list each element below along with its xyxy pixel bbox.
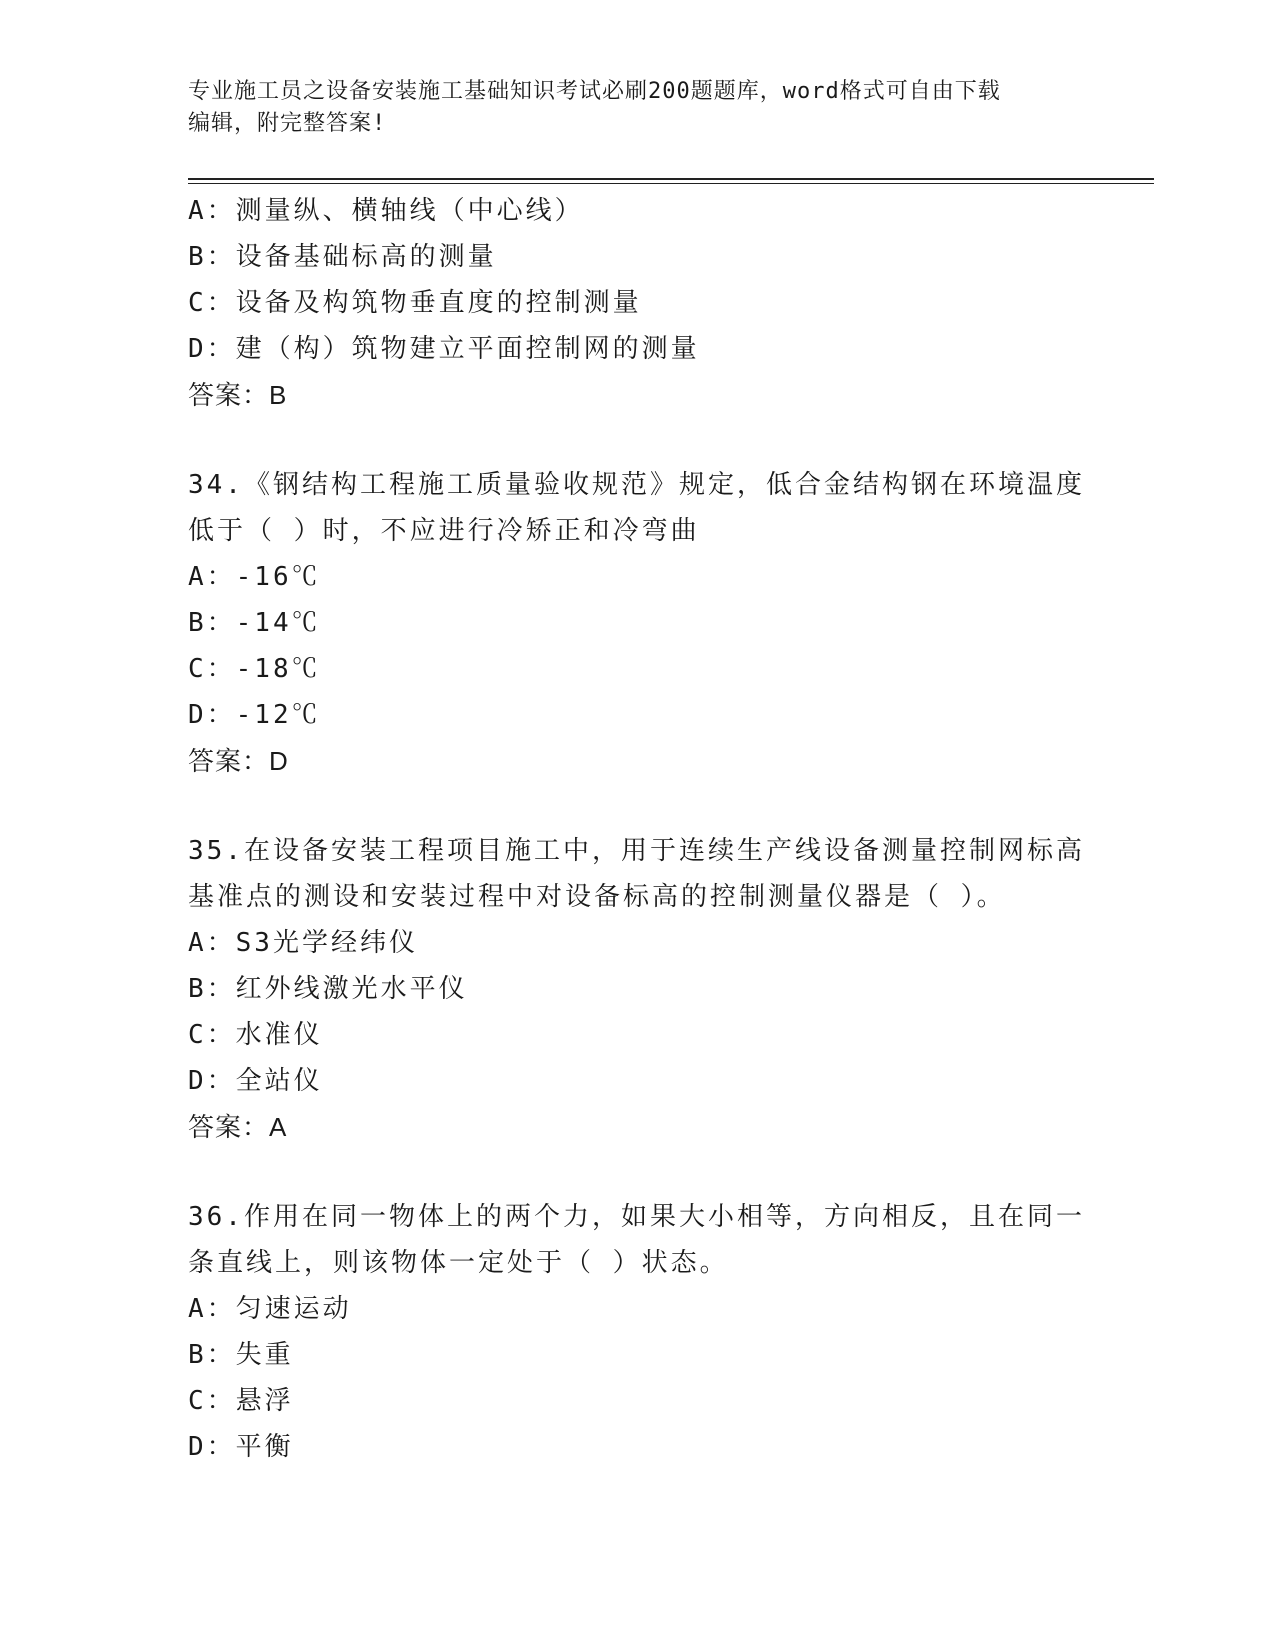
option-d: D：全站仪 xyxy=(188,1066,323,1096)
option-c: C：-18℃ xyxy=(188,654,321,684)
answer-line: 答案：A xyxy=(188,1112,288,1142)
option-d: D：平衡 xyxy=(188,1432,294,1462)
option-a: A：-16℃ xyxy=(188,562,321,592)
question-stem-line1: 36.作用在同一物体上的两个力，如果大小相等，方向相反，且在同一 xyxy=(188,1202,1085,1232)
option-a: A：测量纵、横轴线（中心线） xyxy=(188,196,584,226)
option-b: B：设备基础标高的测量 xyxy=(188,242,497,272)
header-title-line2: 编辑，附完整答案! xyxy=(188,111,387,136)
header-divider-thick xyxy=(188,178,1154,180)
question-stem-line1: 35.在设备安装工程项目施工中，用于连续生产线设备测量控制网标高 xyxy=(188,836,1085,866)
option-a: A：S3光学经纬仪 xyxy=(188,928,418,958)
question-36 xyxy=(188,1194,1088,1470)
answer-line: 答案：D xyxy=(188,746,289,776)
answer-line: 答案：B xyxy=(188,380,288,410)
header-divider-thin xyxy=(188,183,1154,184)
option-c: C：悬浮 xyxy=(188,1386,294,1416)
question-list xyxy=(188,188,1088,1470)
question-33 xyxy=(188,188,1088,418)
option-b: B：红外线激光水平仪 xyxy=(188,974,468,1004)
option-b: B：失重 xyxy=(188,1340,294,1370)
question-34 xyxy=(188,462,1088,784)
question-stem-line2: 条直线上，则该物体一定处于（ ）状态。 xyxy=(188,1248,729,1278)
question-stem-line2: 基准点的测设和安装过程中对设备标高的控制测量仪器是（ ）。 xyxy=(188,882,1006,912)
document-header xyxy=(188,76,1068,140)
question-35 xyxy=(188,828,1088,1150)
header-title-line1: 专业施工员之设备安装施工基础知识考试必刷200题题库，word格式可自由下载 xyxy=(188,79,1001,104)
option-d: D：建（构）筑物建立平面控制网的测量 xyxy=(188,334,700,364)
option-b: B：-14℃ xyxy=(188,608,321,638)
option-d: D：-12℃ xyxy=(188,700,321,730)
question-stem-line1: 34.《钢结构工程施工质量验收规范》规定，低合金结构钢在环境温度 xyxy=(188,470,1085,500)
option-c: C：水准仪 xyxy=(188,1020,323,1050)
question-stem-line2: 低于（ ）时，不应进行冷矫正和冷弯曲 xyxy=(188,516,700,546)
option-c: C：设备及构筑物垂直度的控制测量 xyxy=(188,288,642,318)
option-a: A：匀速运动 xyxy=(188,1294,352,1324)
